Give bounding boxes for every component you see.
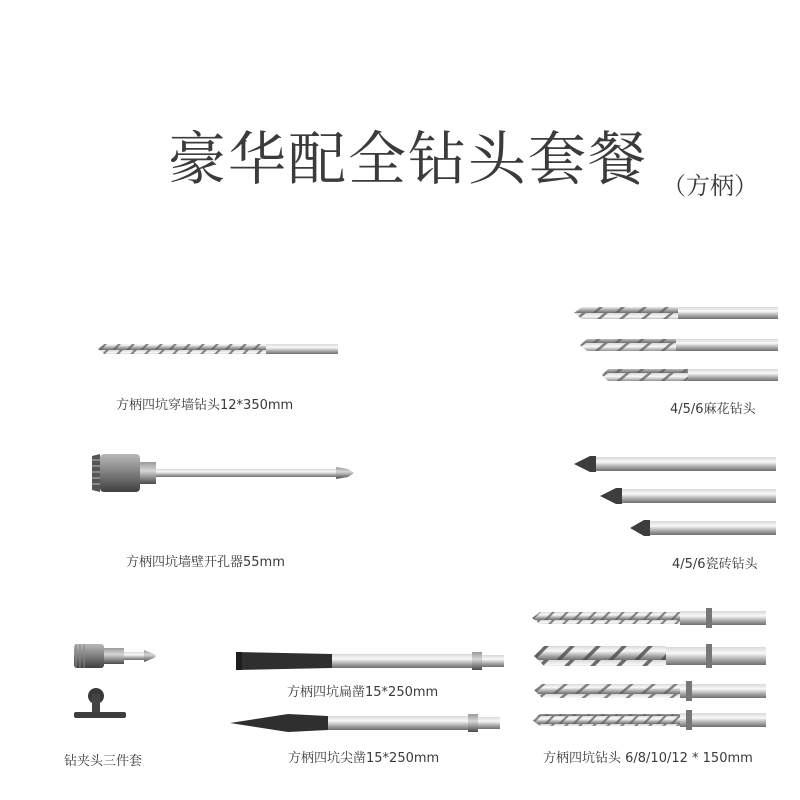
hole-saw-image <box>86 450 356 496</box>
twist-drill-bits-caption: 4/5/6麻花钻头 <box>670 402 756 417</box>
page-title: 豪华配全钻头套餐 <box>168 125 649 193</box>
hole-saw-caption: 方柄四坑墙壁开孔器55mm <box>126 555 285 570</box>
sds-drill-bits-caption: 方柄四坑钻头 6/8/10/12 * 150mm <box>543 751 753 766</box>
twist-drill-bits-image <box>570 303 782 389</box>
point-chisel-image <box>228 710 508 736</box>
page-subtitle: （方柄） <box>662 172 758 200</box>
tile-drill-bits-image <box>572 450 782 540</box>
chuck-set-image <box>66 634 162 728</box>
point-chisel-caption: 方柄四坑尖凿15*250mm <box>288 751 440 766</box>
chuck-set-caption: 钻夹头三件套 <box>64 754 143 769</box>
flat-chisel-caption: 方柄四坑扁凿15*250mm <box>287 685 439 700</box>
sds-drill-bits-image <box>530 604 774 730</box>
wall-drill-bit-caption: 方柄四坑穿墙钻头12*350mm <box>116 398 294 413</box>
flat-chisel-image <box>232 648 508 674</box>
wall-drill-bit-image <box>98 342 340 356</box>
tile-drill-bits-caption: 4/5/6瓷砖钻头 <box>672 557 758 572</box>
